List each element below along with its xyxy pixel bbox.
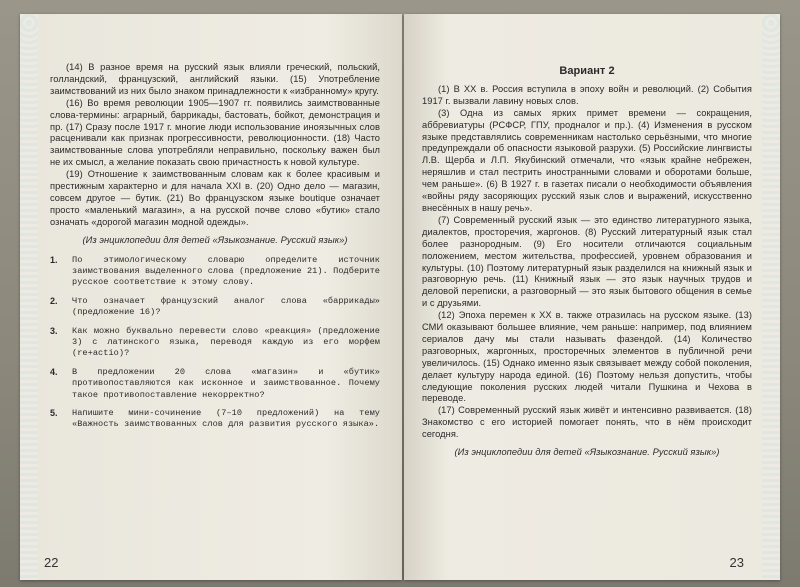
paragraph: (3) Одна из самых ярких примет времени — сокращения, аббревиатуры (РСФСР, ГПУ, продналог и пр.). (4) Изменения в русском языке представлялись современникам настолько серьёзными, что многие предупреждали об опасности языковой разрухи. (5) Российские лингвисты Л.В. Щерба и Л.П. Якубинский отмечали, что «язык крайне небрежен, неряшлив и стал пестрить иностранными словами и оборотами больше, чем раньше». (6) В 1927 г. в газетах писали о необходимости объявления «войны ряду засоряющих русский язык слов и выражений, искусственно внесённых в нашу речь». <box>422 107 752 213</box>
paragraph: (1) В XX в. Россия вступила в эпоху войн и революций. (2) События 1917 г. вызвали лавину новых слов. <box>422 83 752 106</box>
ornament-border <box>20 14 38 580</box>
question-text: Напишите мини-сочинение (7–10 предложений) на тему «Важность заимствованных слов для развития русского языка». <box>72 408 380 430</box>
paragraph: (14) В разное время на русский язык влияли греческий, польский, голландский, французский, английский языки. (15) Употребление заимствований из них было знаком принадлежности к «избранному» кругу. <box>50 62 380 96</box>
question-item <box>50 296 380 319</box>
question-item <box>50 255 380 289</box>
question-number: 5. <box>50 408 58 419</box>
book-spread <box>6 14 792 580</box>
right-page-text <box>422 66 752 467</box>
question-item <box>50 367 380 401</box>
paragraph: (16) Во время революции 1905—1907 гг. появились заимствованные слова-термины: аграрный, баррикады, бастовать, бойкот, демонстрация и пр. (17) Сразу после 1917 г. многие люди использование иноязычных слов расценивали как признак прогрессивности, революционности. (18) Часто заимствованные слова употребляли неправильно, поскольку важен был не их смысл, а желание показать свою причастность к новой культуре. <box>50 97 380 168</box>
right-page <box>404 14 780 580</box>
paragraph: (17) Современный русский язык живёт и интенсивно развивается. (18) Знакомство с его историей помогает понять, что в нём происходит сегодня. <box>422 405 752 440</box>
paragraph: (12) Эпоха перемен к XX в. также отразилась на русском языке. (13) СМИ оказывают большее влияние, чем раньше: например, под влиянием сериалов дачу мы стали называть фазендой. (14) Количество разговорных, жаргонных, просторечных элементов в публичной речи увеличилось. (15) Однако именно язык связывает между собой поколения, делает культуру народа единой. (16) Поэтому нельзя допустить, чтобы следующие поколения русских людей читали Пушкина и Чехова в переводе. <box>422 310 752 404</box>
source-citation: (Из энциклопедии для детей «Языкознание. Русский язык») <box>82 234 348 245</box>
left-page <box>20 14 402 580</box>
questions-list <box>50 255 380 431</box>
question-text: В предложении 20 слова «магазин» и «бутик» противопоставляются как исконное и заимствованное. Почему такое противопоставление некорректно? <box>72 366 380 400</box>
question-number: 1. <box>50 254 58 265</box>
page-number: 22 <box>44 555 59 570</box>
question-text: По этимологическому словарю определите источник заимствования выделенного слова (предложение 21). Подберите русское соответствие к этому слову. <box>72 254 380 288</box>
paragraph: (19) Отношение к заимствованным словам как к более красивым и престижным характерно и для начала XXI в. (20) Одно дело — магазин, совсем другое — бутик. (21) Во французском языке boutique означает просто «маленький магазин», а на русской почве слово «бутик» стало означать «дорогой магазин модной одежды». <box>50 169 380 227</box>
question-number: 3. <box>50 325 58 336</box>
paragraph: (7) Современный русский язык — это единство литературного языка, диалектов, просторечия, жаргонов. (8) Русский литературный язык стал более разнородным. (9) Его носители отличаются социальным положением, местом жительства, профессией, уровнем образования и культуры. (10) Поэтому литературный язык разделился на книжный язык и разговорную речь. (11) Книжный язык — это язык научных трудов и деловой переписки, а разговорный — это язык бытового общения в семье и с друзьями. <box>422 214 752 309</box>
question-text: Что означает французский аналог слова «баррикады» (предложение 16)? <box>72 295 380 318</box>
question-item <box>50 326 380 360</box>
left-page-text <box>50 62 380 438</box>
question-text: Как можно буквально перевести слово «реакция» (предложение 3) с латинского языка, переводя каждую из его морфем (re+actio)? <box>72 325 380 359</box>
variant-heading: Вариант 2 <box>559 65 615 77</box>
question-item <box>50 408 380 431</box>
source-citation: (Из энциклопедии для детей «Языкознание. Русский язык») <box>454 447 720 458</box>
ornament-border <box>762 14 780 580</box>
question-number: 4. <box>50 366 58 377</box>
page-number: 23 <box>729 555 744 570</box>
question-number: 2. <box>50 295 58 306</box>
